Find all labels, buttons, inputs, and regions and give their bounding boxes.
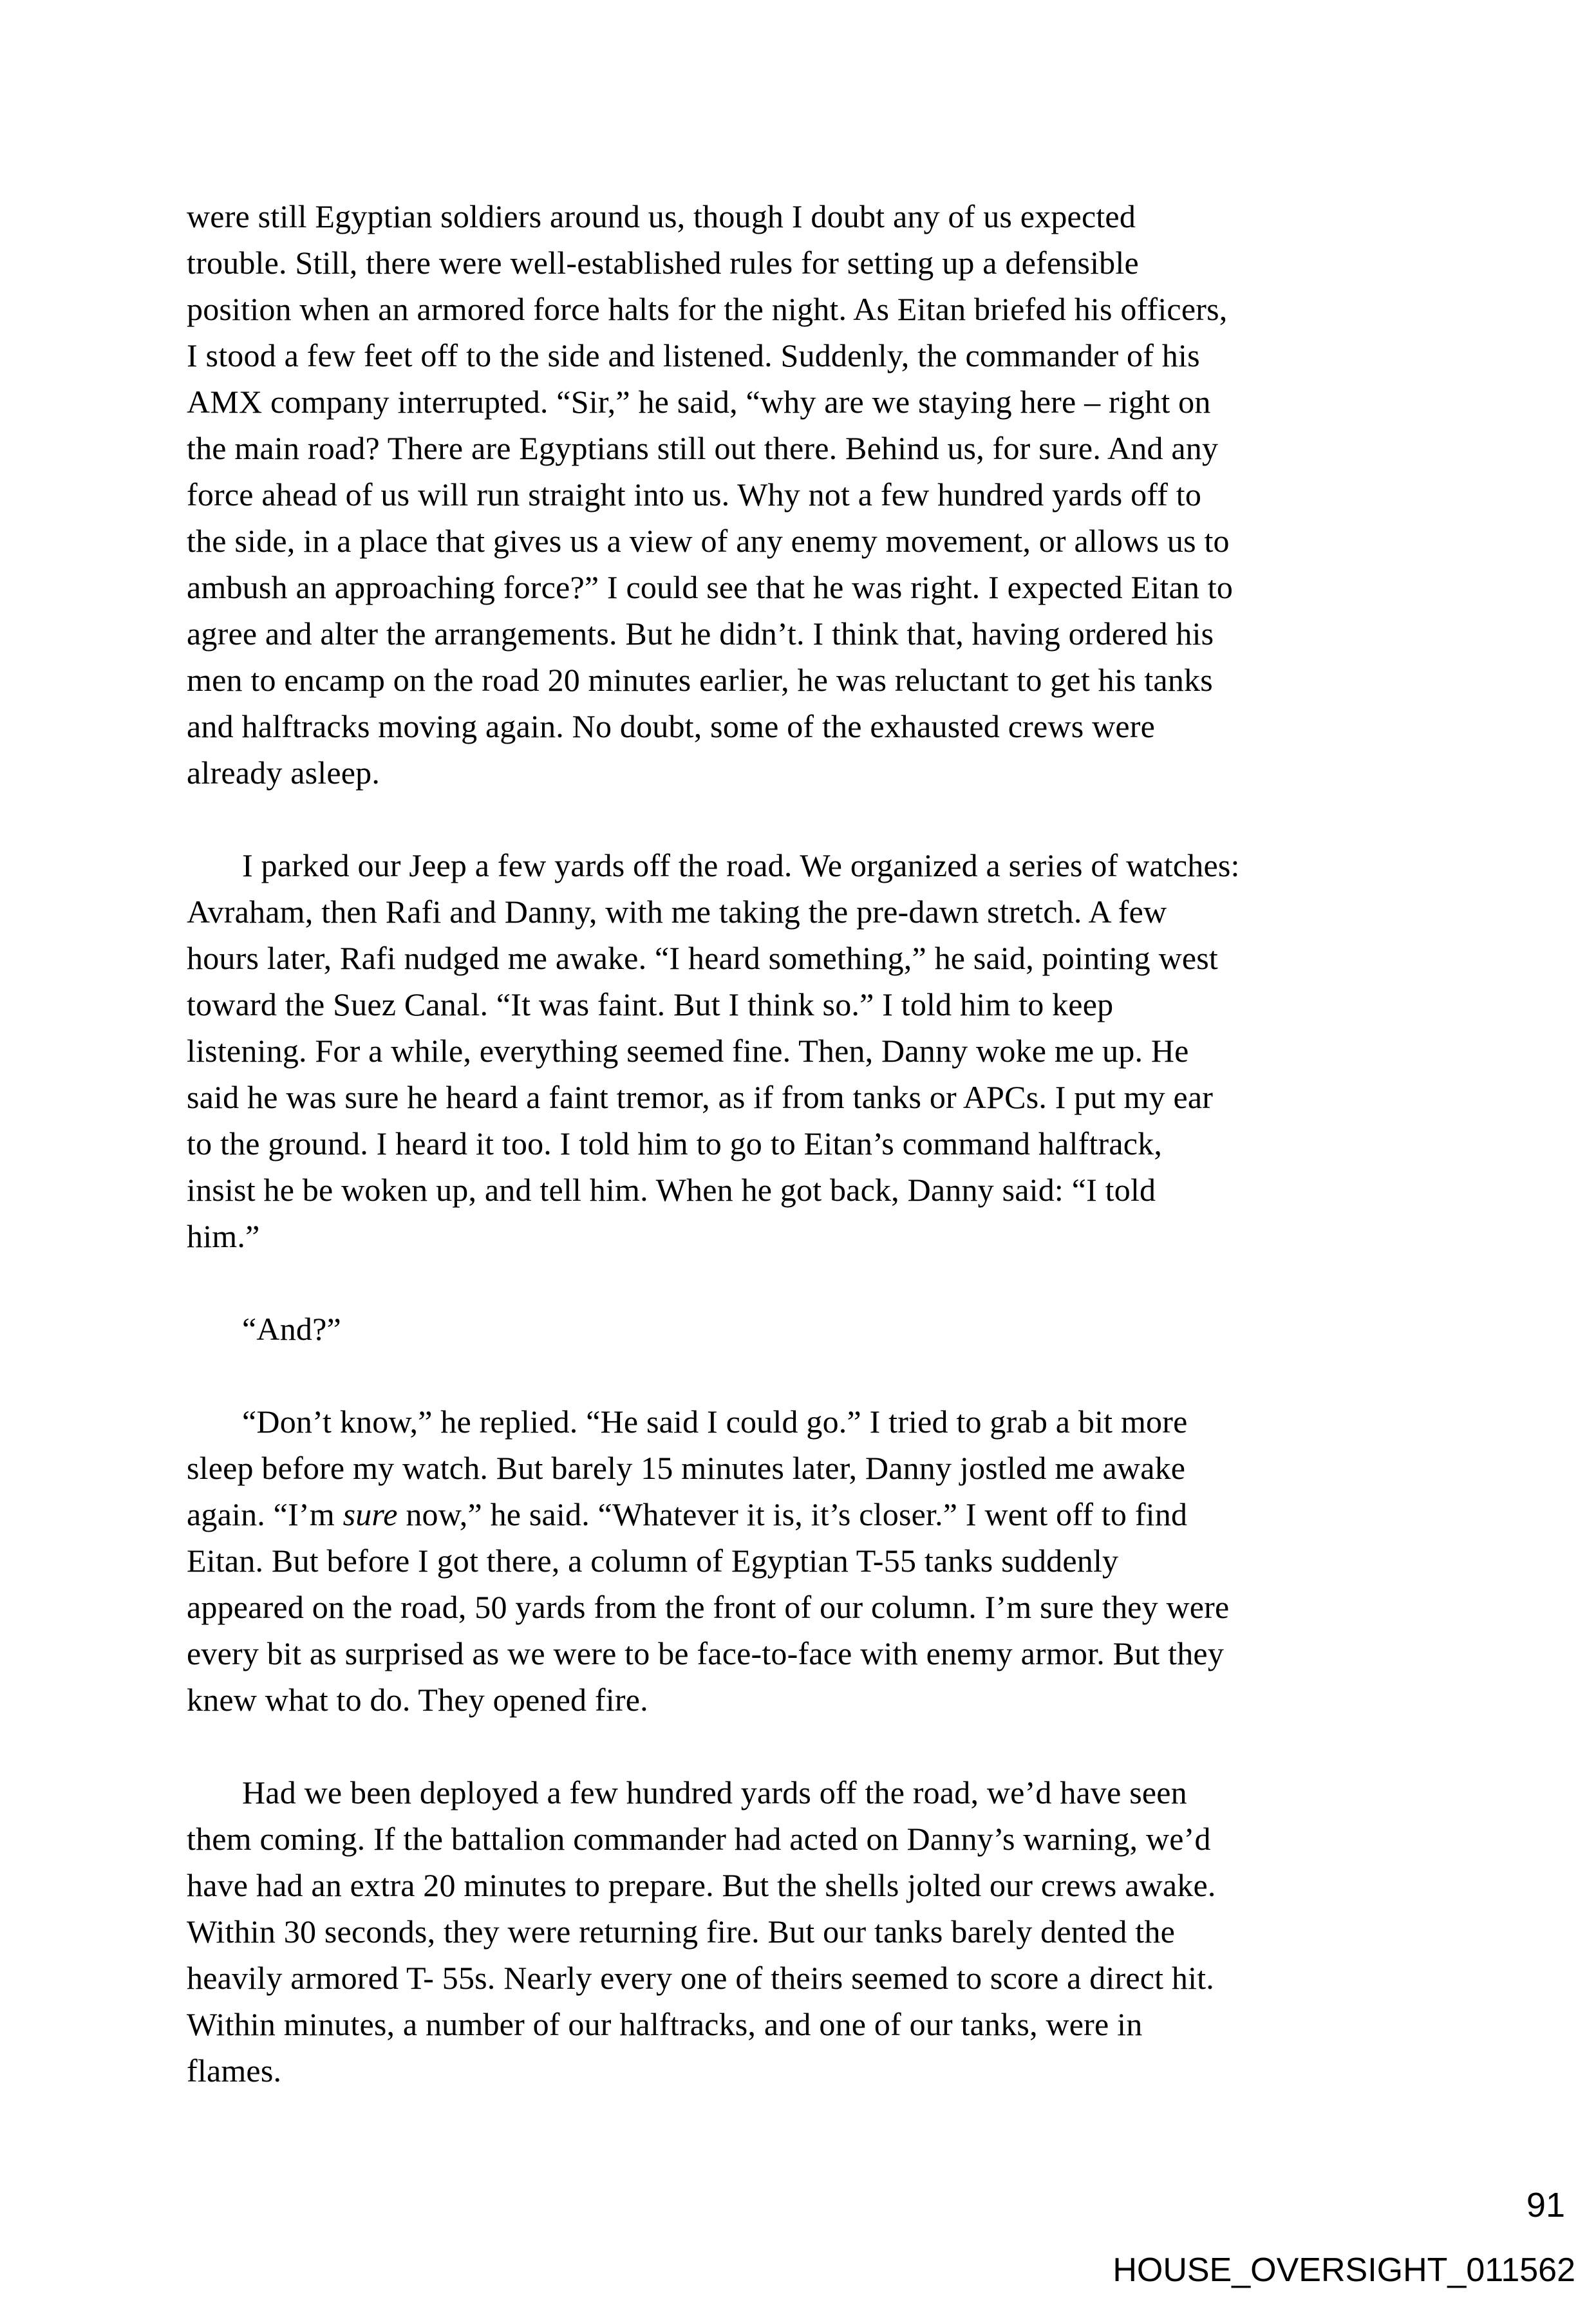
text-line: force ahead of us will run straight into us. Why not a few hundred yards off to xyxy=(187,476,1202,512)
page-text xyxy=(187,193,1410,2094)
text-line: toward the Suez Canal. “It was faint. But I think so.” I told him to keep xyxy=(187,986,1114,1022)
text-line: Within minutes, a number of our halftracks, and one of our tanks, were in xyxy=(187,2006,1143,2042)
paragraph xyxy=(187,842,1410,1259)
text-line: were still Egyptian soldiers around us, though I doubt any of us expected xyxy=(187,198,1136,234)
text-line: AMX company interrupted. “Sir,” he said, “why are we staying here – right on xyxy=(187,384,1211,420)
text-line: hours later, Rafi nudged me awake. “I heard something,” he said, pointing west xyxy=(187,940,1219,976)
text-line: ambush an approaching force?” I could see that he was right. I expected Eitan to xyxy=(187,569,1234,605)
paragraph xyxy=(187,193,1410,796)
text-line: Eitan. But before I got there, a column of Egyptian T-55 tanks suddenly xyxy=(187,1543,1119,1579)
text-line: knew what to do. They opened fire. xyxy=(187,1682,648,1718)
text-line: Within 30 seconds, they were returning fire. But our tanks barely dented the xyxy=(187,1913,1175,1950)
text-line: said he was sure he heard a faint tremor, as if from tanks or APCs. I put my ear xyxy=(187,1079,1214,1115)
text-line: sleep before my watch. But barely 15 minutes later, Danny jostled me awake xyxy=(187,1450,1186,1486)
text-line: have had an extra 20 minutes to prepare. But the shells jolted our crews awake. xyxy=(187,1867,1216,1903)
bates-number: HOUSE_OVERSIGHT_011562 xyxy=(1113,2251,1575,2289)
text-line: them coming. If the battalion commander had acted on Danny’s warning, we’d xyxy=(187,1821,1211,1857)
text-line: heavily armored T- 55s. Nearly every one of theirs seemed to score a direct hit. xyxy=(187,1960,1215,1996)
text-line: agree and alter the arrangements. But he didn’t. I think that, having ordered his xyxy=(187,616,1214,652)
text-line: “Don’t know,” he replied. “He said I could go.” I tried to grab a bit more xyxy=(242,1404,1188,1440)
page-number: 91 xyxy=(1526,2186,1565,2224)
text-line: him.” xyxy=(187,1218,260,1254)
text-line: Avraham, then Rafi and Danny, with me taking the pre-dawn stretch. A few xyxy=(187,894,1167,930)
paragraph xyxy=(187,1306,1410,1352)
text-line: again. “I’m sure now,” he said. “Whatever it is, it’s closer.” I went off to find xyxy=(187,1496,1188,1532)
text-line: insist he be woken up, and tell him. When he got back, Danny said: “I told xyxy=(187,1172,1156,1208)
text-line: men to encamp on the road 20 minutes earlier, he was reluctant to get his tanks xyxy=(187,662,1213,698)
text-line: Had we been deployed a few hundred yards off the road, we’d have seen xyxy=(242,1774,1187,1810)
text-line: appeared on the road, 50 yards from the front of our column. I’m sure they were xyxy=(187,1589,1230,1625)
paragraph xyxy=(187,1769,1410,2094)
text-line: flames. xyxy=(187,2053,282,2089)
text-line: and halftracks moving again. No doubt, some of the exhausted crews were xyxy=(187,708,1156,744)
text-line: trouble. Still, there were well-established rules for setting up a defensible xyxy=(187,245,1139,281)
paragraph xyxy=(187,1398,1410,1723)
text-line: already asleep. xyxy=(187,755,380,791)
text-line: the main road? There are Egyptians still out there. Behind us, for sure. And any xyxy=(187,430,1219,466)
text-line: the side, in a place that gives us a view of any enemy movement, or allows us to xyxy=(187,523,1230,559)
text-line: I parked our Jeep a few yards off the road. We organized a series of watches: xyxy=(242,847,1240,883)
text-line: “And?” xyxy=(242,1311,341,1347)
text-line: every bit as surprised as we were to be face-to-face with enemy armor. But they xyxy=(187,1635,1225,1671)
text-line: I stood a few feet off to the side and listened. Suddenly, the commander of his xyxy=(187,337,1200,373)
text-line: position when an armored force halts for the night. As Eitan briefed his officers, xyxy=(187,291,1228,327)
text-line: to the ground. I heard it too. I told him to go to Eitan’s command halftrack, xyxy=(187,1125,1163,1161)
text-line: listening. For a while, everything seemed fine. Then, Danny woke me up. He xyxy=(187,1033,1189,1069)
